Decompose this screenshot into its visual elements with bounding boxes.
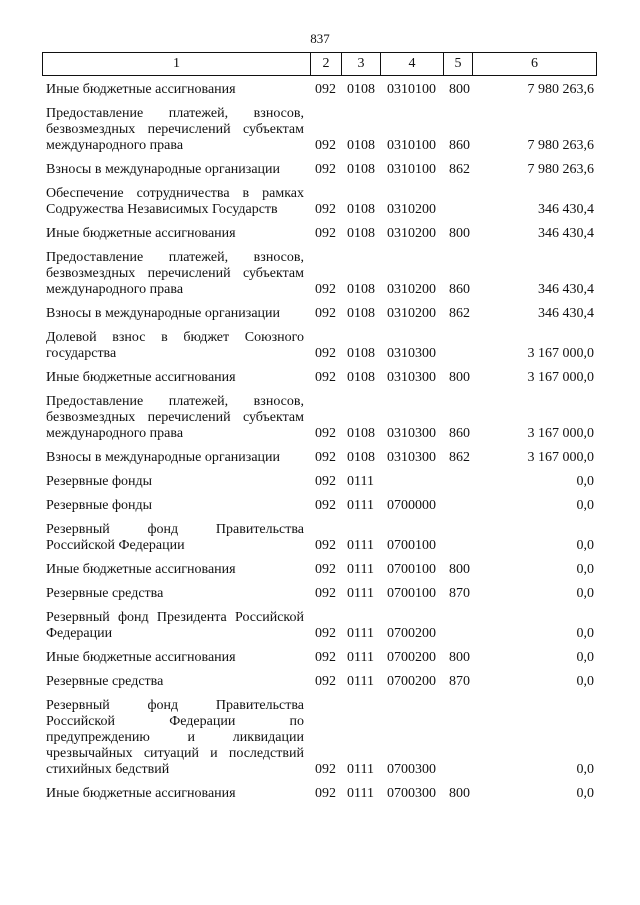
row-description: Взносы в международные организации bbox=[46, 306, 281, 321]
row-ministry-code: 092 bbox=[315, 370, 336, 385]
row-ministry-code: 092 bbox=[315, 226, 336, 241]
row-expense-type bbox=[443, 610, 472, 650]
table-row bbox=[42, 394, 596, 450]
column-header-6: 6 bbox=[473, 53, 597, 76]
row-target-code: 0310200 bbox=[387, 226, 436, 241]
table-row bbox=[42, 650, 596, 674]
row-ministry-code: 092 bbox=[315, 786, 336, 801]
table-header bbox=[42, 52, 597, 76]
row-target-code: 0310200 bbox=[387, 282, 436, 297]
row-description: Иные бюджетные ассигнования bbox=[46, 226, 236, 241]
row-description: Резервные фонды bbox=[46, 474, 153, 489]
row-target-code: 0310300 bbox=[387, 450, 436, 465]
table-row bbox=[42, 674, 596, 698]
table-row bbox=[42, 306, 596, 330]
row-expense-type: 862 bbox=[449, 162, 470, 177]
table-row bbox=[42, 586, 596, 610]
row-amount: 0,0 bbox=[576, 674, 594, 689]
row-description: Иные бюджетные ассигнования bbox=[46, 786, 236, 801]
row-ministry-code: 092 bbox=[315, 674, 336, 689]
table-row bbox=[42, 610, 596, 650]
row-amount: 0,0 bbox=[576, 474, 594, 489]
row-target-code bbox=[380, 474, 443, 498]
row-expense-type: 800 bbox=[449, 650, 470, 665]
row-ministry-code: 092 bbox=[315, 498, 336, 513]
table-row bbox=[42, 370, 596, 394]
row-section-code: 0108 bbox=[347, 346, 375, 361]
table-row bbox=[42, 786, 596, 810]
row-description: Долевой взнос в бюджет Союзного государства bbox=[46, 330, 304, 361]
row-ministry-code: 092 bbox=[315, 762, 336, 777]
row-section-code: 0108 bbox=[347, 370, 375, 385]
row-section-code: 0111 bbox=[347, 650, 374, 665]
row-ministry-code: 092 bbox=[315, 162, 336, 177]
row-description: Резервные средства bbox=[46, 674, 164, 689]
row-description: Резервный фонд Правительства Российской Федерации bbox=[46, 522, 304, 553]
row-section-code: 0108 bbox=[347, 138, 375, 153]
row-target-code: 0310100 bbox=[387, 82, 436, 97]
row-description: Резервный фонд Правительства Российской Федерации по предупреждению и ликвидации чрезвычайных ситуаций и последствий стихийных бедствий bbox=[46, 698, 304, 777]
row-amount: 0,0 bbox=[576, 562, 594, 577]
row-target-code: 0700200 bbox=[387, 650, 436, 665]
row-target-code: 0700000 bbox=[387, 498, 436, 513]
row-section-code: 0108 bbox=[347, 202, 375, 217]
row-expense-type: 870 bbox=[449, 586, 470, 601]
row-amount: 0,0 bbox=[576, 586, 594, 601]
row-amount: 7 980 263,6 bbox=[527, 162, 594, 177]
row-target-code: 0310300 bbox=[387, 346, 436, 361]
row-ministry-code: 092 bbox=[315, 562, 336, 577]
row-expense-type: 860 bbox=[449, 426, 470, 441]
row-ministry-code: 092 bbox=[315, 538, 336, 553]
row-description: Обеспечение сотрудничества в рамках Содружества Независимых Государств bbox=[46, 186, 304, 217]
row-expense-type: 800 bbox=[449, 226, 470, 241]
row-section-code: 0111 bbox=[347, 626, 374, 641]
row-description: Иные бюджетные ассигнования bbox=[46, 370, 236, 385]
table-row bbox=[42, 522, 596, 562]
row-description: Резервный фонд Президента Российской Федерации bbox=[46, 610, 304, 641]
row-expense-type: 800 bbox=[449, 82, 470, 97]
row-expense-type: 860 bbox=[449, 282, 470, 297]
row-amount: 346 430,4 bbox=[538, 306, 594, 321]
row-ministry-code: 092 bbox=[315, 202, 336, 217]
row-target-code: 0310100 bbox=[387, 162, 436, 177]
page-number: 837 bbox=[310, 31, 330, 46]
row-section-code: 0111 bbox=[347, 586, 374, 601]
table-row bbox=[42, 474, 596, 498]
row-expense-type: 862 bbox=[449, 450, 470, 465]
row-amount: 3 167 000,0 bbox=[527, 346, 594, 361]
row-target-code: 0310200 bbox=[387, 306, 436, 321]
row-description: Взносы в международные организации bbox=[46, 162, 281, 177]
row-amount: 3 167 000,0 bbox=[527, 426, 594, 441]
table-row bbox=[42, 162, 596, 186]
row-ministry-code: 092 bbox=[315, 450, 336, 465]
column-header-5: 5 bbox=[444, 53, 473, 76]
row-amount: 346 430,4 bbox=[538, 282, 594, 297]
table-row bbox=[42, 82, 596, 106]
row-expense-type: 800 bbox=[449, 786, 470, 801]
row-amount: 0,0 bbox=[576, 650, 594, 665]
row-ministry-code: 092 bbox=[315, 650, 336, 665]
row-amount: 0,0 bbox=[576, 626, 594, 641]
row-target-code: 0700100 bbox=[387, 538, 436, 553]
row-amount: 3 167 000,0 bbox=[527, 370, 594, 385]
row-section-code: 0108 bbox=[347, 226, 375, 241]
row-ministry-code: 092 bbox=[315, 306, 336, 321]
row-expense-type bbox=[443, 186, 472, 226]
row-amount: 0,0 bbox=[576, 538, 594, 553]
column-header-4: 4 bbox=[381, 53, 444, 76]
table-row bbox=[42, 226, 596, 250]
row-section-code: 0111 bbox=[347, 786, 374, 801]
row-amount: 3 167 000,0 bbox=[527, 450, 594, 465]
column-header-2: 2 bbox=[311, 53, 342, 76]
row-ministry-code: 092 bbox=[315, 138, 336, 153]
table-row bbox=[42, 250, 596, 306]
row-expense-type: 800 bbox=[449, 562, 470, 577]
row-target-code: 0700200 bbox=[387, 674, 436, 689]
row-ministry-code: 092 bbox=[315, 586, 336, 601]
table-row bbox=[42, 106, 596, 162]
table-body bbox=[42, 82, 596, 810]
row-section-code: 0108 bbox=[347, 426, 375, 441]
row-ministry-code: 092 bbox=[315, 82, 336, 97]
row-target-code: 0700100 bbox=[387, 562, 436, 577]
row-section-code: 0111 bbox=[347, 474, 374, 489]
row-expense-type bbox=[443, 330, 472, 370]
row-target-code: 0700100 bbox=[387, 586, 436, 601]
row-ministry-code: 092 bbox=[315, 346, 336, 361]
row-amount: 7 980 263,6 bbox=[527, 138, 594, 153]
row-amount: 346 430,4 bbox=[538, 226, 594, 241]
table-row bbox=[42, 562, 596, 586]
row-target-code: 0310300 bbox=[387, 426, 436, 441]
row-target-code: 0700300 bbox=[387, 786, 436, 801]
row-description: Иные бюджетные ассигнования bbox=[46, 82, 236, 97]
row-ministry-code: 092 bbox=[315, 426, 336, 441]
table-row bbox=[42, 698, 596, 786]
row-section-code: 0111 bbox=[347, 762, 374, 777]
row-amount: 0,0 bbox=[576, 762, 594, 777]
row-expense-type bbox=[443, 474, 472, 498]
table-row bbox=[42, 450, 596, 474]
row-target-code: 0700200 bbox=[387, 626, 436, 641]
row-section-code: 0111 bbox=[347, 562, 374, 577]
row-ministry-code: 092 bbox=[315, 626, 336, 641]
table-row bbox=[42, 498, 596, 522]
row-expense-type bbox=[443, 698, 472, 786]
row-section-code: 0111 bbox=[347, 538, 374, 553]
row-ministry-code: 092 bbox=[315, 282, 336, 297]
row-section-code: 0111 bbox=[347, 498, 374, 513]
row-amount: 0,0 bbox=[576, 786, 594, 801]
row-description: Резервные фонды bbox=[46, 498, 153, 513]
row-expense-type bbox=[443, 522, 472, 562]
column-header-1: 1 bbox=[43, 53, 311, 76]
row-section-code: 0108 bbox=[347, 82, 375, 97]
row-expense-type: 860 bbox=[449, 138, 470, 153]
row-target-code: 0310200 bbox=[387, 202, 436, 217]
row-ministry-code: 092 bbox=[315, 474, 336, 489]
row-target-code: 0310100 bbox=[387, 138, 436, 153]
row-section-code: 0108 bbox=[347, 282, 375, 297]
row-target-code: 0310300 bbox=[387, 370, 436, 385]
row-section-code: 0111 bbox=[347, 674, 374, 689]
row-description: Иные бюджетные ассигнования bbox=[46, 562, 236, 577]
row-description: Иные бюджетные ассигнования bbox=[46, 650, 236, 665]
row-section-code: 0108 bbox=[347, 306, 375, 321]
row-description: Предоставление платежей, взносов, безвозмездных перечислений субъектам международного права bbox=[46, 106, 304, 153]
column-header-3: 3 bbox=[342, 53, 381, 76]
row-expense-type bbox=[443, 498, 472, 522]
row-description: Взносы в международные организации bbox=[46, 450, 281, 465]
table-row bbox=[42, 330, 596, 370]
row-section-code: 0108 bbox=[347, 162, 375, 177]
row-description: Предоставление платежей, взносов, безвозмездных перечислений субъектам международного права bbox=[46, 394, 304, 441]
budget-table bbox=[42, 82, 596, 810]
row-amount: 7 980 263,6 bbox=[527, 82, 594, 97]
row-description: Резервные средства bbox=[46, 586, 164, 601]
row-description: Предоставление платежей, взносов, безвозмездных перечислений субъектам международного права bbox=[46, 250, 304, 297]
row-amount: 346 430,4 bbox=[538, 202, 594, 217]
row-expense-type: 862 bbox=[449, 306, 470, 321]
row-expense-type: 800 bbox=[449, 370, 470, 385]
row-target-code: 0700300 bbox=[387, 762, 436, 777]
row-amount: 0,0 bbox=[576, 498, 594, 513]
table-row bbox=[42, 186, 596, 226]
row-expense-type: 870 bbox=[449, 674, 470, 689]
row-section-code: 0108 bbox=[347, 450, 375, 465]
